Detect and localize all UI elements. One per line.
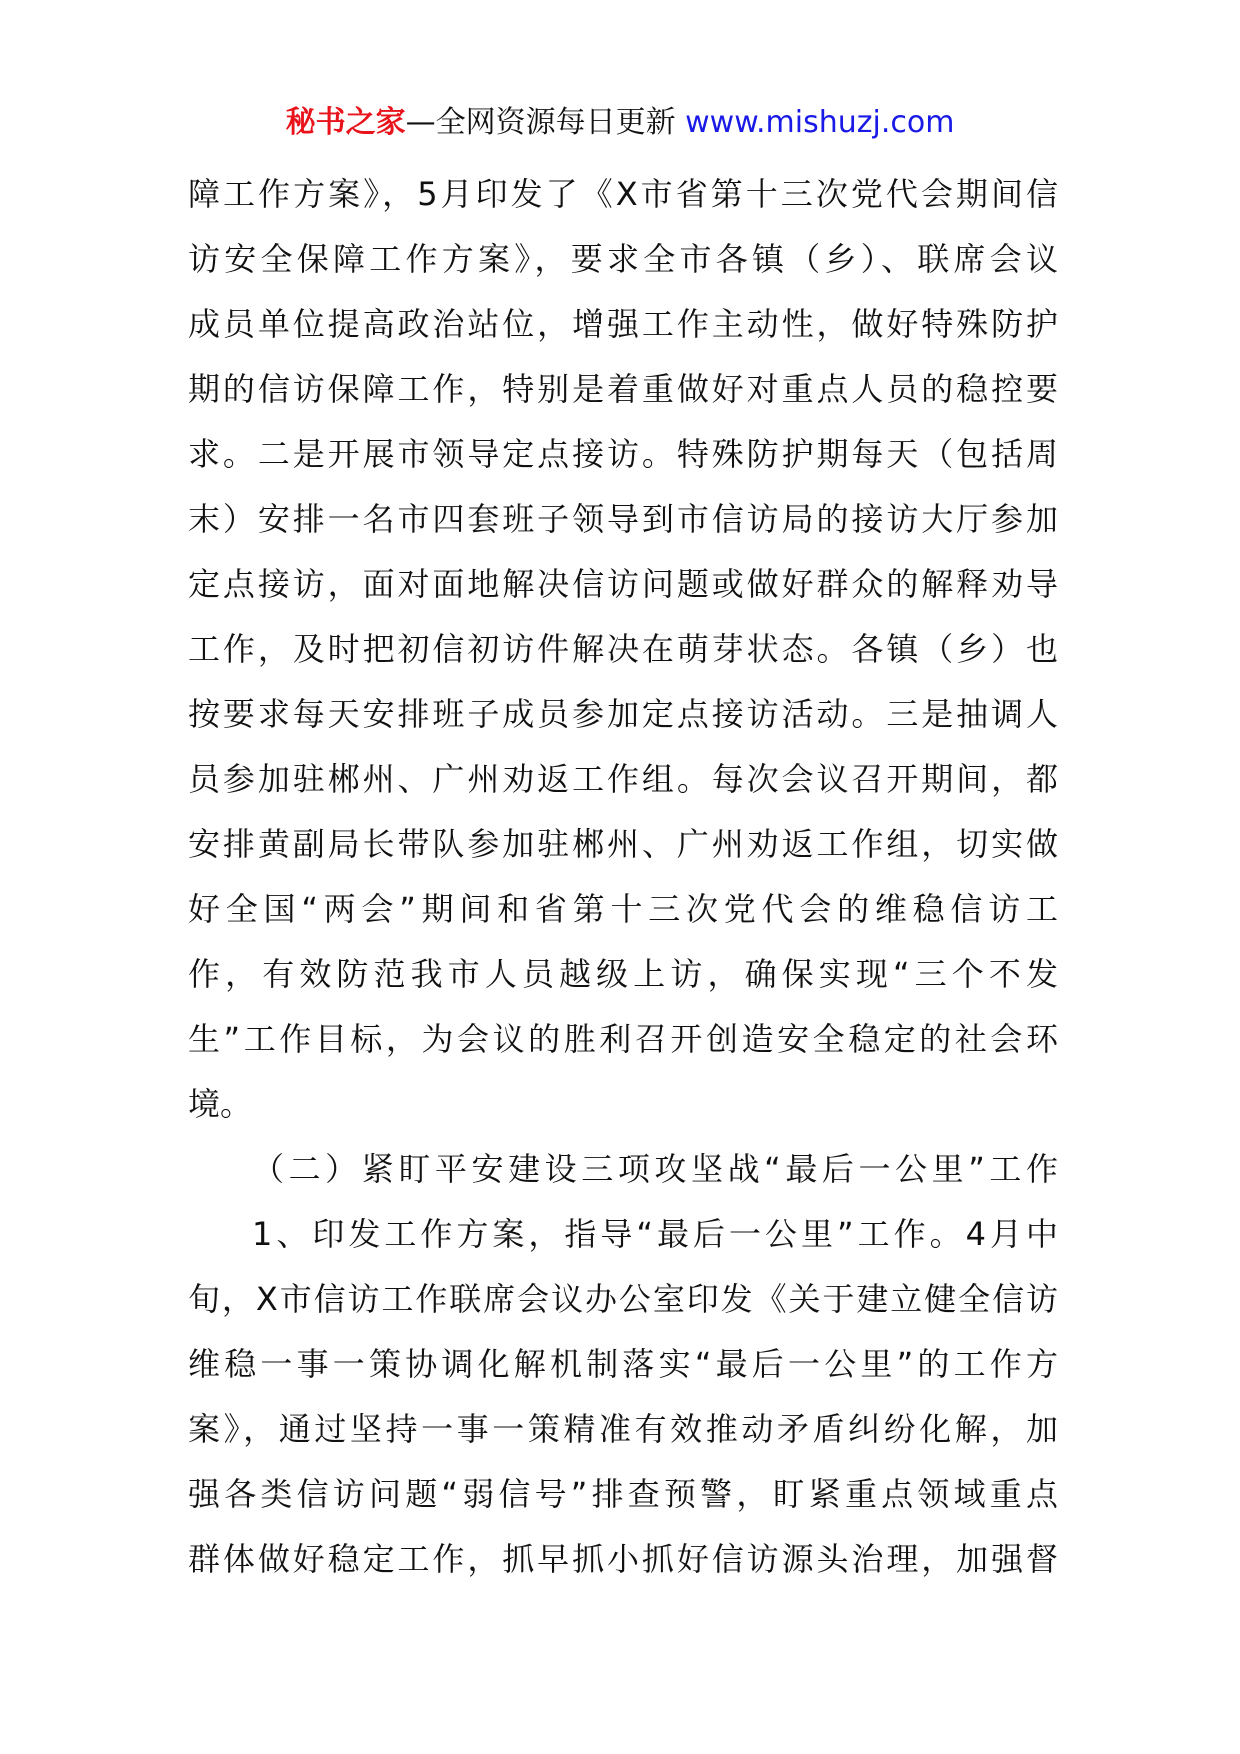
text-line: 员参加驻郴州、广州劝返工作组。每次会议召开期间，都 — [188, 760, 1058, 798]
text-line: 障工作方案》，5月印发了《X市省第十三次党代会期间信 — [188, 175, 1058, 213]
site-header — [0, 103, 1240, 143]
text-line: 作，有效防范我市人员越级上访，确保实现“三个不发 — [188, 955, 1058, 993]
site-url[interactable]: www.mishuzj.com — [685, 105, 955, 140]
document-body — [188, 162, 1058, 1592]
text-line: 按要求每天安排班子成员参加定点接访活动。三是抽调人 — [188, 695, 1058, 733]
text-line: 求。二是开展市领导定点接访。特殊防护期每天（包括周 — [188, 435, 1058, 473]
site-tagline: —全网资源每日更新 — [405, 105, 676, 140]
text-line: 生”工作目标，为会议的胜利召开创造安全稳定的社会环 — [188, 1020, 1058, 1058]
text-line: 工作，及时把初信初访件解决在萌芽状态。各镇（乡）也 — [188, 630, 1058, 668]
text-line: 安排黄副局长带队参加驻郴州、广州劝返工作组，切实做 — [188, 825, 1058, 863]
text-line: 强各类信访问题“弱信号”排查预警，盯紧重点领域重点 — [188, 1475, 1058, 1513]
text-line: 旬，X市信访工作联席会议办公室印发《关于建立健全信访 — [188, 1280, 1058, 1318]
site-brand: 秘书之家 — [285, 105, 406, 140]
text-line: 境。 — [188, 1085, 253, 1123]
text-line: 维稳一事一策协调化解机制落实“最后一公里”的工作方 — [188, 1345, 1058, 1383]
text-line: 访安全保障工作方案》，要求全市各镇（乡）、联席会议 — [188, 240, 1058, 278]
text-line: 成员单位提高政治站位，增强工作主动性，做好特殊防护 — [188, 305, 1058, 343]
section-heading: （二）紧盯平安建设三项攻坚战“最后一公里”工作 — [252, 1150, 1058, 1188]
text-line: 案》，通过坚持一事一策精准有效推动矛盾纠纷化解，加 — [188, 1410, 1058, 1448]
text-line: 末）安排一名市四套班子领导到市信访局的接访大厅参加 — [188, 500, 1058, 538]
text-line: 好全国“两会”期间和省第十三次党代会的维稳信访工 — [188, 890, 1058, 928]
text-line: 期的信访保障工作，特别是着重做好对重点人员的稳控要 — [188, 370, 1058, 408]
text-line: 定点接访，面对面地解决信访问题或做好群众的解释劝导 — [188, 565, 1058, 603]
text-line: 群体做好稳定工作，抓早抓小抓好信访源头治理，加强督 — [188, 1540, 1058, 1578]
text-line: 1、印发工作方案，指导“最后一公里”工作。4月中 — [252, 1215, 1058, 1253]
